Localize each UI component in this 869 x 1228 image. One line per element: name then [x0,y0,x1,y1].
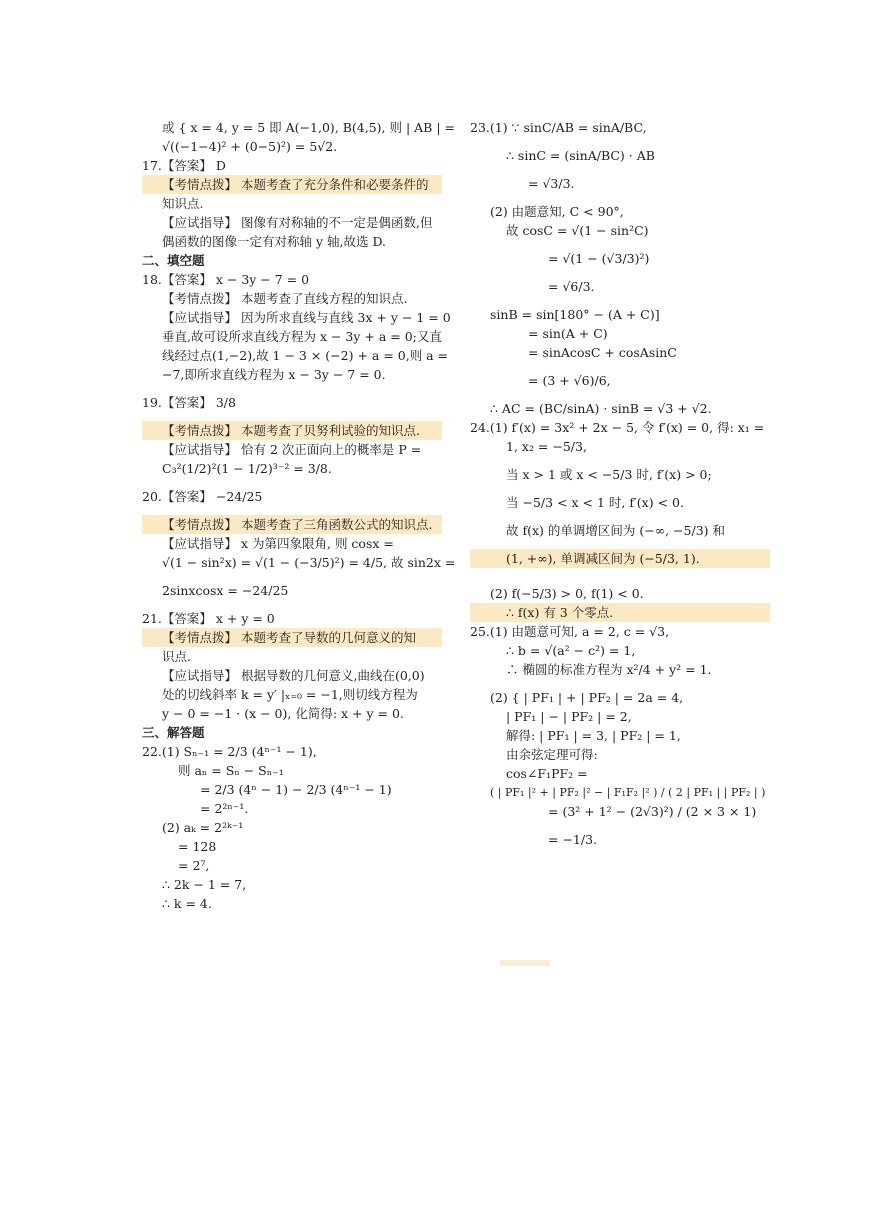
text-line: ∴ sinC = (sinA/BC) · AB [506,148,655,163]
text-line: 故 cosC = √(1 − sin²C) [506,223,649,238]
text-line: 【考情点拨】 本题考查了直线方程的知识点. [162,291,408,306]
section-heading: 二、填空题 [142,253,205,268]
text-line: 24.(1) f′(x) = 3x² + 2x − 5, 令 f′(x) = 0, 得: x₁ = [470,420,765,435]
text-line: 识点. [162,649,191,664]
text-line: 【应试指导】 根据导数的几何意义,曲线在(0,0) [162,668,425,683]
text-line: = −1/3. [548,832,598,847]
text-line: 18.【答案】 x − 3y − 7 = 0 [142,272,310,287]
text-line: 【应试指导】 因为所求直线与直线 3x + y − 1 = 0 [162,310,451,325]
right-column [470,118,770,849]
text-line: 21.【答案】 x + y = 0 [142,611,275,626]
text-line: (2) f(−5/3) > 0, f(1) < 0. [490,586,644,601]
text-line: 17.【答案】 D [142,158,226,173]
text-line: 25.(1) 由题意可知, a = 2, c = √3, [470,624,670,639]
text-line: 【考情点拨】 本题考查了贝努利试验的知识点. [142,421,442,440]
text-line: = √(1 − (√3/3)²) [548,251,650,266]
text-line: 【考情点拨】 本题考查了充分条件和必要条件的 [142,175,442,194]
text-line: 【应试指导】 图像有对称轴的不一定是偶函数,但 [162,215,433,230]
text-line: 处的切线斜率 k = y′ |ₓ₌₀ = −1,则切线方程为 [162,687,418,702]
text-line: 由余弦定理可得: [506,747,598,762]
text-line: = 2/3 (4ⁿ − 1) − 2/3 (4ⁿ⁻¹ − 1) [200,782,392,797]
text-line: ∴ 椭圆的标准方程为 x²/4 + y² = 1. [506,662,712,677]
text-line: = 2²ⁿ⁻¹. [200,801,249,816]
text-line: | PF₁ | − | PF₂ | = 2, [506,709,632,724]
text-line: 19.【答案】 3/8 [142,395,236,410]
text-line: = 128 [178,839,217,854]
text-line: = sinAcosC + cosAsinC [528,345,677,360]
text-line: 偶函数的图像一定有对称轴 y 轴,故选 D. [162,234,387,249]
text-line: (1, +∞), 单调减区间为 (−5/3, 1). [470,549,770,568]
text-line: (2) aₖ = 2²ᵏ⁻¹ [162,820,244,835]
text-line: 【应试指导】 x 为第四象限角, 则 cosx = [162,536,394,551]
text-line: 【应试指导】 恰有 2 次正面向上的概率是 P = [162,442,422,457]
text-line: ∴ b = √(a² − c²) = 1, [506,643,636,658]
text-line: ∴ k = 4. [162,896,212,911]
text-line: C₃²(1/2)²(1 − 1/2)³⁻² = 3/8. [162,461,332,476]
text-line: (2) 由题意知, C < 90°, [490,204,624,219]
text-line: ∴ AC = (BC/sinA) · sinB = √3 + √2. [490,401,712,416]
text-line: 23.(1) ∵ sinC/AB = sinA/BC, [470,120,647,135]
text-line: 解得: | PF₁ | = 3, | PF₂ | = 1, [506,728,681,743]
text-line: = √3/3. [528,176,575,191]
text-line: 【考情点拨】 本题考查了三角函数公式的知识点. [142,515,442,534]
highlight-smear [500,960,550,966]
text-line: (2) { | PF₁ | + | PF₂ | = 2a = 4, [490,690,684,705]
text-line: = √6/3. [548,279,595,294]
text-line: sinB = sin[180° − (A + C)] [490,307,660,322]
text-line: 当 −5/3 < x < 1 时, f′(x) < 0. [506,495,684,510]
text-line: = (3 + √6)/6, [528,373,611,388]
text-line: = 2⁷, [178,858,210,873]
text-line: 【考情点拨】 本题考查了导数的几何意义的知 [142,628,442,647]
text-line: = (3² + 1² − (2√3)²) / (2 × 3 × 1) [548,804,757,819]
left-column [142,118,456,913]
text-line: 22.(1) Sₙ₋₁ = 2/3 (4ⁿ⁻¹ − 1), [142,744,317,759]
text-line: √(1 − sin²x) = √(1 − (−3/5)²) = 4/5, 故 sin2x = [162,555,456,570]
text-line: 则 aₙ = Sₙ − Sₙ₋₁ [178,763,284,778]
text-line: = sin(A + C) [528,326,608,341]
text-line: −7,即所求直线方程为 x − 3y − 7 = 0. [162,367,386,382]
text-line: 垂直,故可设所求直线方程为 x − 3y + a = 0;又直 [162,329,442,344]
text-line: 2sinxcosx = −24/25 [162,583,289,598]
text-line: cos∠F₁PF₂ = [506,766,588,781]
text-line: 知识点. [162,196,204,211]
text-line: 或 { x = 4, y = 5 即 A(−1,0), B(4,5), 则 | AB | = [162,120,455,135]
text-line: 1, x₂ = −5/3, [506,439,587,454]
text-line: 故 f(x) 的单调增区间为 (−∞, −5/3) 和 [506,523,726,538]
text-line: ∴ 2k − 1 = 7, [162,877,247,892]
text-line: y − 0 = −1 · (x − 0), 化简得: x + y = 0. [162,706,404,721]
text-line: 当 x > 1 或 x < −5/3 时, f′(x) > 0; [506,467,712,482]
text-line: ( | PF₁ |² + | PF₂ |² − | F₁F₂ |² ) / ( 2 | PF₁ | | PF₂ | ) [490,786,766,799]
text-line: 20.【答案】 −24/25 [142,489,263,504]
section-heading: 三、解答题 [142,725,205,740]
text-line: ∴ f(x) 有 3 个零点. [470,603,770,622]
text-line: √((−1−4)² + (0−5)²) = 5√2. [162,139,338,154]
text-line: 线经过点(1,−2),故 1 − 3 × (−2) + a = 0,则 a = [162,348,449,363]
